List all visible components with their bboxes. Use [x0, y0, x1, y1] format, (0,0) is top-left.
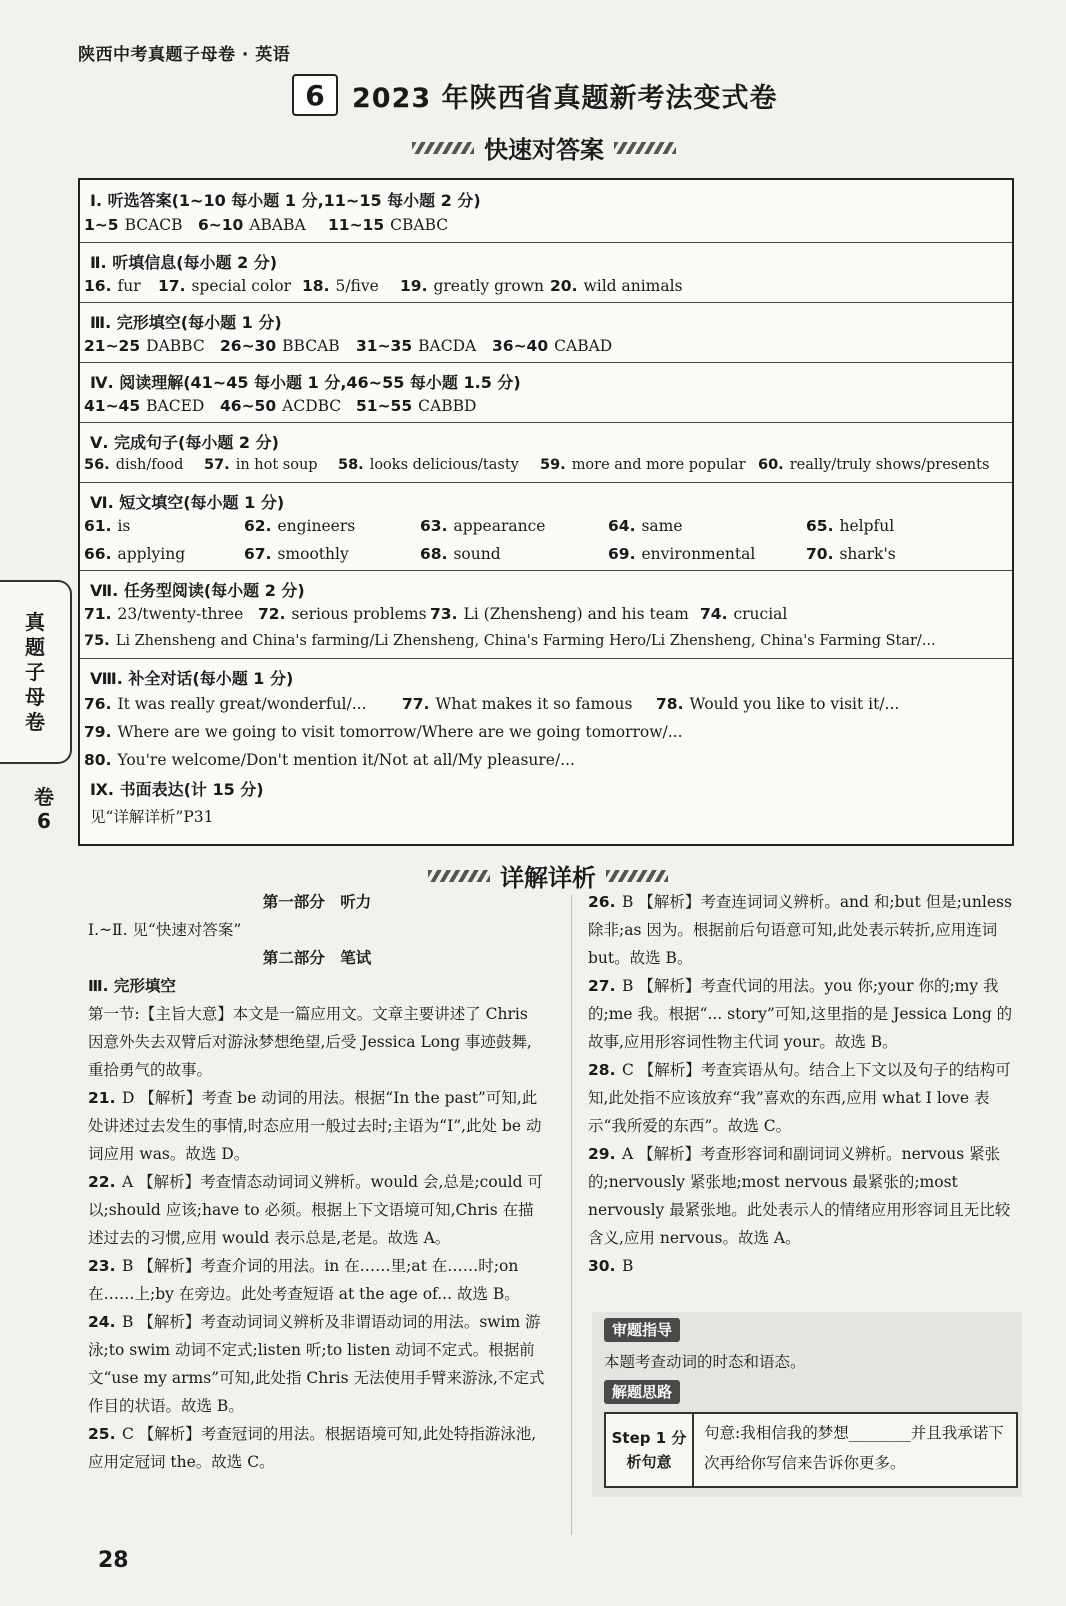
explanation-item: 26. B 【解析】考查连词词义辨析。and 和;but 但是;unless 除非;as 因为。根据前后句语意可知,此处表示转折,应用连词 but。故选 B。	[588, 893, 1012, 967]
page-number: 28	[98, 1548, 129, 1573]
volume-number: 6	[37, 809, 51, 833]
stripe-decoration	[412, 142, 474, 154]
answer-cell: 11~15 CBABC	[328, 216, 449, 234]
main-idea: 第一节:【主旨大意】本文是一篇应用文。文章主要讲述了 Chris 因意外失去双臂后对游泳梦想绝望,后受 Jessica Long 事迹鼓舞,重拾勇气的故事。	[88, 1005, 532, 1079]
answer-cell: 1~5 BCACB	[84, 216, 183, 234]
answer-cell: 69. environmental	[608, 545, 756, 563]
answer-cell: 41~45 BACED	[84, 397, 205, 415]
volume-label	[34, 785, 54, 833]
step-table	[604, 1412, 1018, 1488]
part2-heading: 第二部分 笔试	[262, 949, 372, 967]
section-heading: Ⅰ. 听选答案(1~10 每小题 1 分,11~15 每小题 2 分)	[90, 191, 481, 210]
column-divider	[571, 895, 572, 1535]
answer-cell: 59. more and more popular	[540, 457, 746, 473]
explanation-item: 21. D 【解析】考查 be 动词的用法。根据“In the past”可知,此处讲述过去发生的事情,时态应用一般过去时;主语为“I”,此处 be 动词应用 was。故选 D。	[88, 1089, 542, 1163]
step-label: Step 1 分析句意	[606, 1414, 694, 1486]
section-heading: Ⅷ. 补全对话(每小题 1 分)	[90, 669, 294, 688]
answer-section-7	[80, 570, 1012, 658]
detail-left-column	[88, 888, 546, 1476]
explanation-item: 22. A 【解析】考查情态动词词义辨析。would 会,总是;could 可以;should 应该;have to 必须。根据上下文语境可知,Chris 在描述过去的习惯,应用 would 表示总是,老是。故选 A。	[88, 1173, 543, 1247]
answer-cell: 66. applying	[84, 545, 186, 563]
answer-cell: 60. really/truly shows/presents	[758, 457, 990, 473]
stripe-decoration	[428, 870, 490, 882]
answer-cell: 16. fur	[84, 277, 141, 295]
section-heading: Ⅱ. 听填信息(每小题 2 分)	[90, 253, 278, 272]
answer-cell: 17. special color	[158, 277, 291, 295]
review-guide-text: 本题考查动词的时态和语态。	[604, 1353, 806, 1371]
explanation-item: 30. B	[588, 1257, 634, 1275]
answer-cell: 36~40 CABAD	[492, 337, 613, 355]
answer-section-3	[80, 302, 1012, 362]
section3-heading: Ⅲ. 完形填空	[88, 977, 176, 995]
answer-cell: 61. is	[84, 517, 131, 535]
answer-cell: 6~10 ABABA	[198, 216, 306, 234]
paper-title	[292, 74, 778, 116]
stripe-decoration	[606, 870, 668, 882]
quick-answer-heading	[402, 130, 686, 165]
answer-cell: 63. appearance	[420, 517, 546, 535]
side-tab	[0, 580, 72, 764]
section-heading: Ⅳ. 阅读理解(41~45 每小题 1 分,46~55 每小题 1.5 分)	[90, 373, 521, 392]
answer-cell: 21~25 DABBC	[84, 337, 205, 355]
solution-approach	[604, 1380, 680, 1404]
paper-number-badge: 6	[292, 74, 338, 116]
side-tab-char: 题	[25, 634, 45, 659]
answer-cell: 46~50 ACDBC	[220, 397, 342, 415]
side-tab-char: 卷	[25, 709, 45, 734]
part1-note: Ⅰ.~Ⅱ. 见“快速对答案”	[88, 921, 242, 939]
answer-section-1	[80, 180, 1012, 242]
paper-title-text: 2023 年陕西省真题新考法变式卷	[352, 82, 778, 114]
answer-cell: 79. Where are we going to visit tomorrow/Where are we going tomorrow/...	[84, 723, 683, 741]
answer-section-5	[80, 422, 1012, 482]
answer-table	[78, 178, 1014, 846]
answer-cell: 71. 23/twenty-three	[84, 605, 244, 623]
answer-section-4	[80, 362, 1012, 422]
answer-cell: 74. crucial	[700, 605, 788, 623]
answer-cell: 58. looks delicious/tasty	[338, 457, 519, 473]
breadcrumb: 陕西中考真题子母卷 · 英语	[78, 45, 291, 65]
answer-section-6	[80, 482, 1012, 570]
side-tab-char: 母	[25, 684, 45, 709]
answer-cell: 19. greatly grown	[400, 277, 544, 295]
answer-cell: 51~55 CABBD	[356, 397, 477, 415]
explanation-item: 27. B 【解析】考查代词的用法。you 你;your 你的;my 我的;me 我。根据“... story”可知,这里指的是 Jessica Long 的故事,应用形容词性物主代词 your。故选 B。	[588, 977, 1013, 1051]
section-heading: Ⅵ. 短文填空(每小题 1 分)	[90, 493, 285, 512]
quick-answer-heading-text: 快速对答案	[484, 136, 604, 164]
explanation-item: 25. C 【解析】考查冠词的用法。根据语境可知,此处特指游泳池,应用定冠词 the。故选 C。	[88, 1425, 537, 1471]
explanation-item: 23. B 【解析】考查介词的用法。in 在……里;at 在……时;on 在……上;by 在旁边。此处考查短语 at the age of... 故选 B。	[88, 1257, 520, 1303]
side-tab-char: 真	[25, 609, 45, 634]
answer-cell: 26~30 BBCAB	[220, 337, 340, 355]
section-heading: Ⅶ. 任务型阅读(每小题 2 分)	[90, 581, 305, 600]
answer-cell: 31~35 BACDA	[356, 337, 477, 355]
answer-cell: 20. wild animals	[550, 277, 683, 295]
answer-cell: 56. dish/food	[84, 457, 184, 473]
answer-cell: 76. It was really great/wonderful/...	[84, 695, 367, 713]
answer-cell: 75. Li Zhensheng and China's farming/Li Zhensheng, China's Farming Hero/Li Zhensheng, China's Farming Star/...	[84, 633, 936, 649]
answer-cell: 80. You're welcome/Don't mention it/Not at all/My pleasure/...	[84, 751, 575, 769]
answer-cell: 68. sound	[420, 545, 501, 563]
side-tab-char: 子	[25, 659, 45, 684]
solution-approach-tag: 解题思路	[604, 1380, 680, 1404]
review-guide	[604, 1318, 680, 1342]
detail-heading-text: 详解详析	[500, 864, 596, 892]
explanation-item: 28. C 【解析】考查宾语从句。结合上下文以及句子的结构可知,此处指不应该放弃“我”喜欢的东西,应用 what I love 表示“我所爱的东西”。故选 C。	[588, 1061, 1011, 1135]
answer-cell: 72. serious problems	[258, 605, 427, 623]
section-heading: Ⅸ. 书面表达(计 15 分)	[90, 780, 264, 799]
detail-right-column	[588, 888, 1018, 1280]
answer-cell: 57. in hot soup	[204, 457, 318, 473]
answer-cell: 77. What makes it so famous	[402, 695, 633, 713]
part1-heading: 第一部分 听力	[262, 893, 372, 911]
volume-label-text: 卷	[34, 785, 54, 809]
answer-cell: 18. 5/five	[302, 277, 379, 295]
review-guide-tag: 审题指导	[604, 1318, 680, 1342]
answer-cell: 67. smoothly	[244, 545, 349, 563]
explanation-item: 29. A 【解析】考查形容词和副词词义辨析。nervous 紧张的;nervously 紧张地;most nervous 最紧张的;most nervously 最紧张地。此处表示人的情绪应用形容词且无比较含义,应用 nervous。故选 A。	[588, 1145, 1011, 1247]
answer-cell: 64. same	[608, 517, 683, 535]
explanation-item: 24. B 【解析】考查动词词义辨析及非谓语动词的用法。swim 游泳;to swim 动词不定式;listen 听;to listen 动词不定式。根据前文“use my arms”可知,此处指 Chris 无法使用手臂来游泳,不定式作目的状语。故选 B。	[88, 1313, 545, 1415]
answer-section-8	[80, 658, 1012, 846]
answer-section-2	[80, 242, 1012, 302]
section-heading: Ⅴ. 完成句子(每小题 2 分)	[90, 433, 279, 452]
step-text: 句意:我相信我的梦想________并且我承诺下次再给你写信来告诉你更多。	[704, 1424, 1004, 1472]
answer-cell: 70. shark's	[806, 545, 896, 563]
answer-cell: 62. engineers	[244, 517, 356, 535]
stripe-decoration	[614, 142, 676, 154]
answer-cell: 65. helpful	[806, 517, 895, 535]
answer-cell: 78. Would you like to visit it/...	[656, 695, 900, 713]
writing-note: 见“详解详析”P31	[90, 808, 214, 826]
section-heading: Ⅲ. 完形填空(每小题 1 分)	[90, 313, 282, 332]
answer-cell: 73. Li (Zhensheng) and his team	[430, 605, 689, 623]
